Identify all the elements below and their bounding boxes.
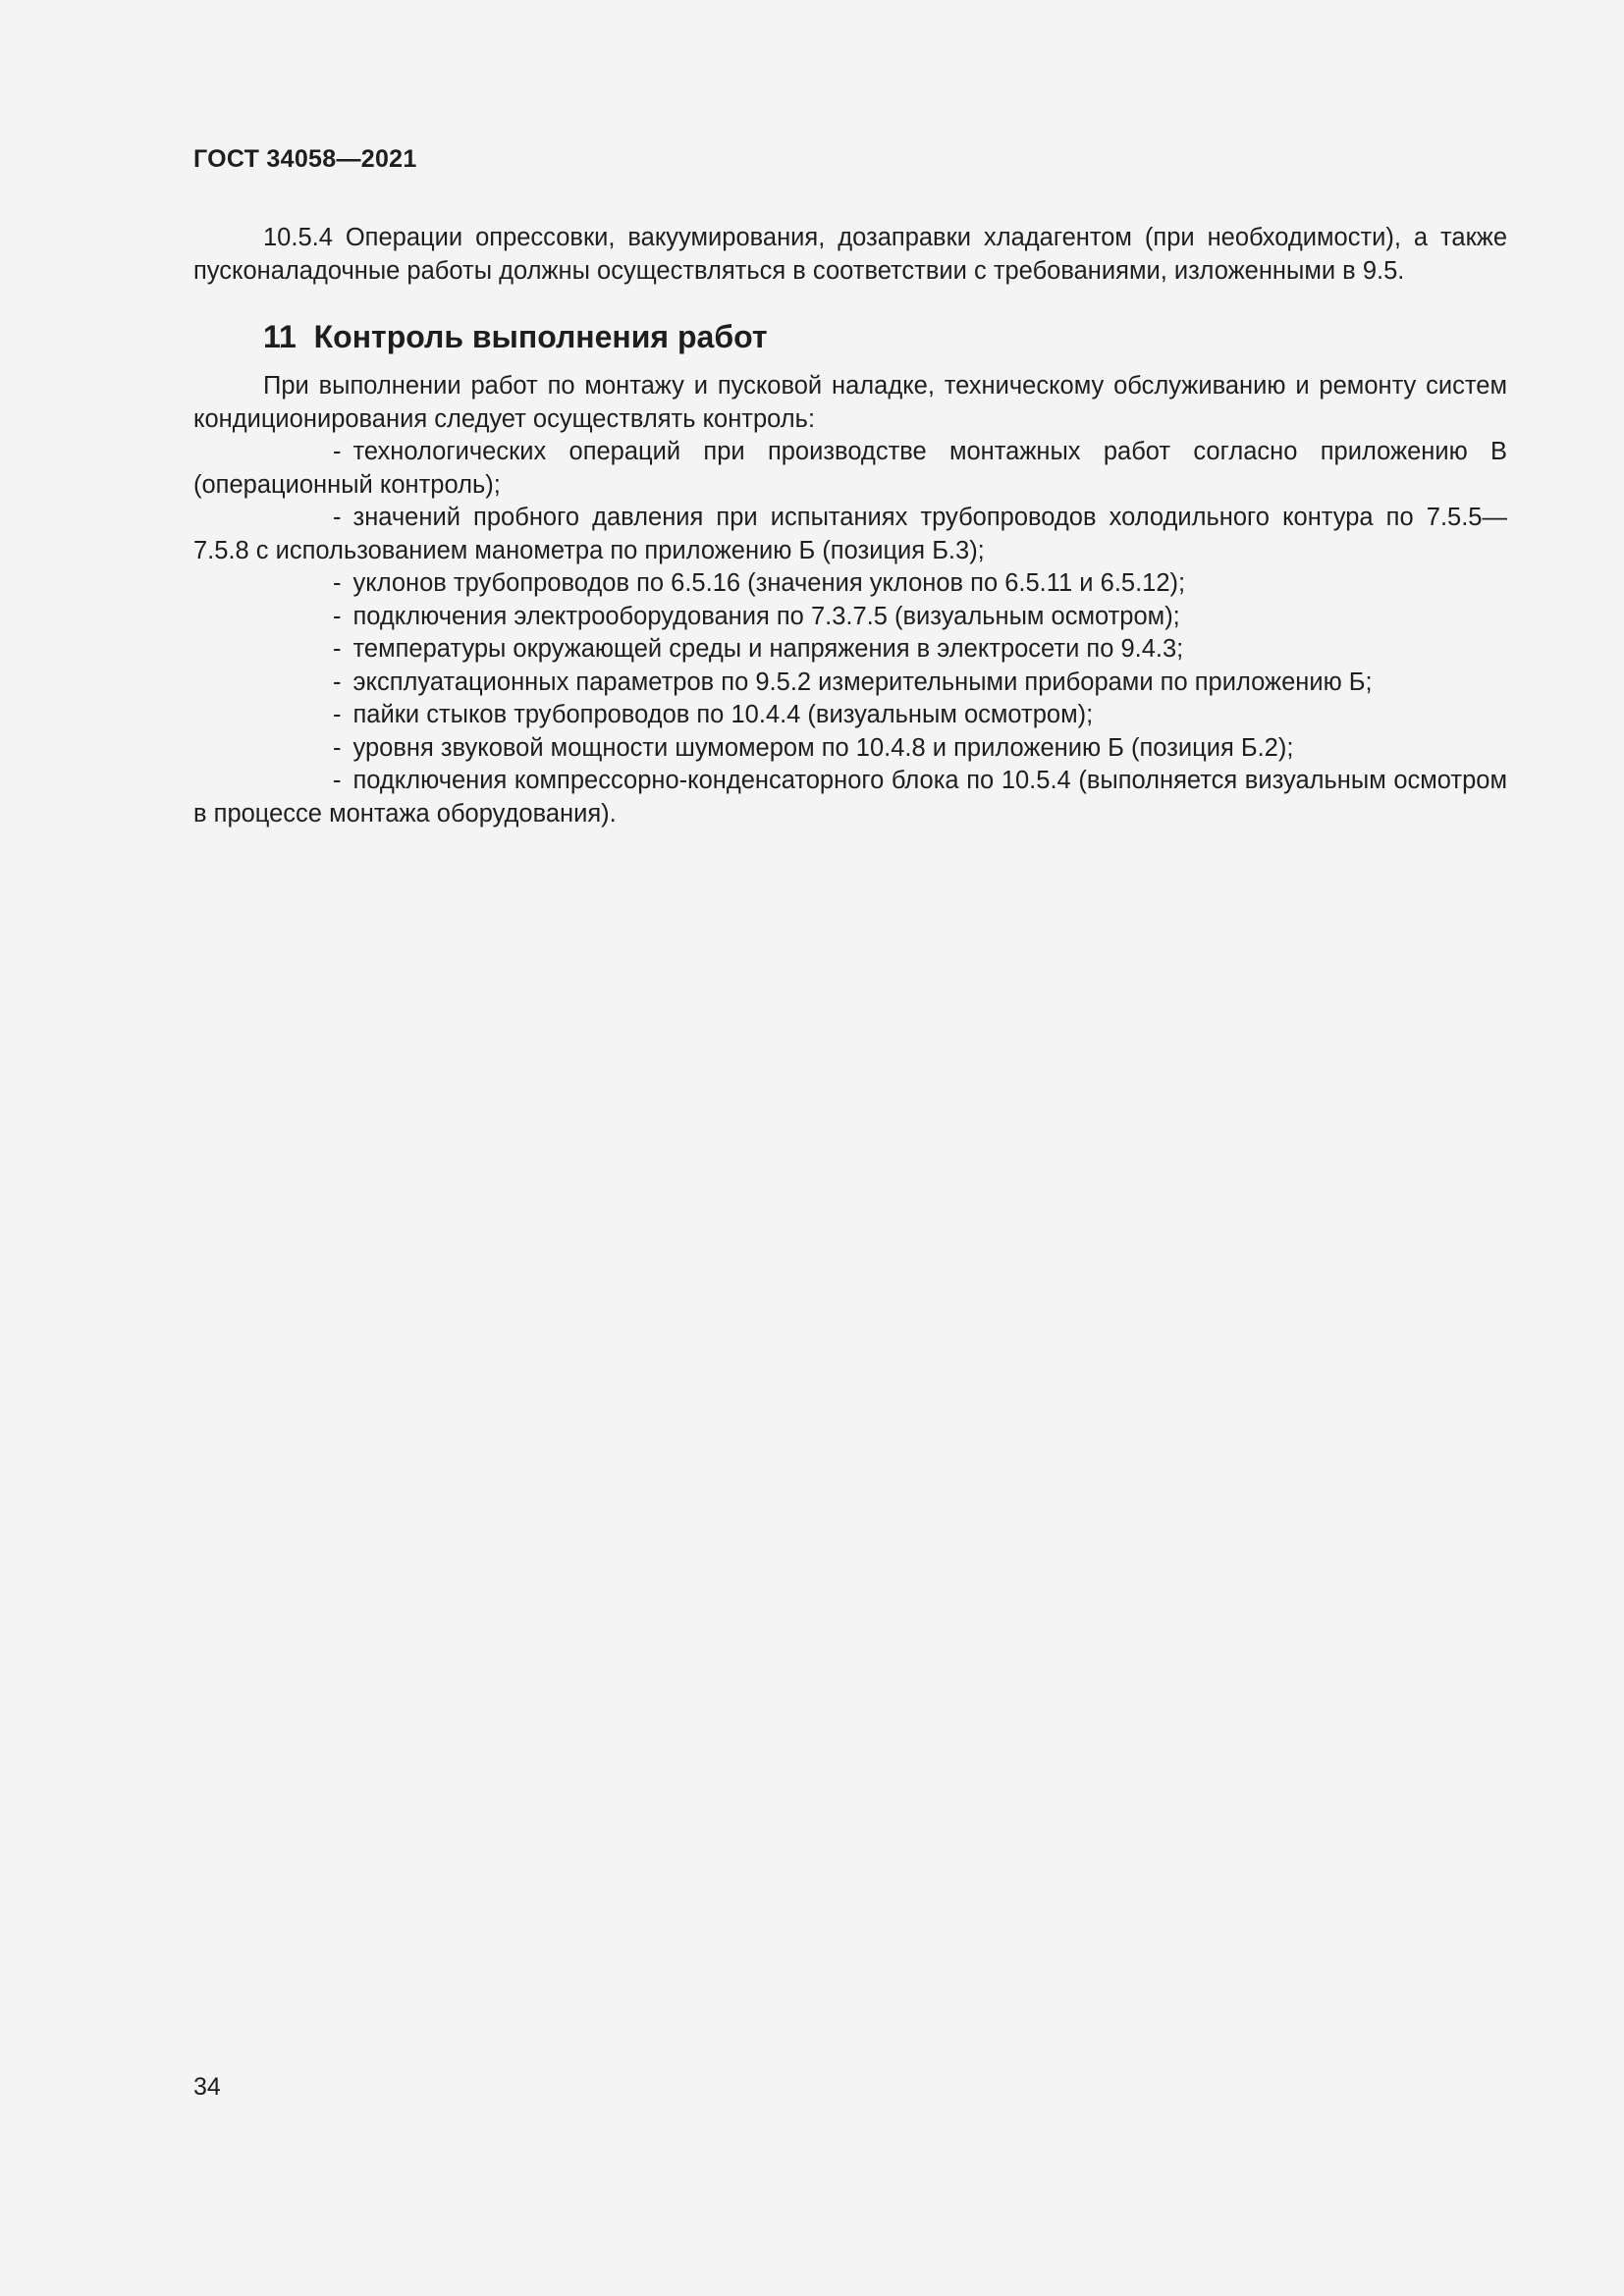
list-dash: - bbox=[333, 635, 342, 663]
list-dash: - bbox=[333, 438, 342, 465]
intro-paragraph: При выполнении работ по монтажу и пусковой наладке, техническому обслуживанию и ремонту систем кондиционирования следует осуществлять контроль: bbox=[193, 372, 1507, 433]
list-item bbox=[193, 765, 1507, 830]
section-number: 11 bbox=[263, 319, 297, 354]
list-item-text: эксплуатационных параметров по 9.5.2 измерительными приборами по приложению Б; bbox=[352, 667, 1373, 696]
list-item-text: пайки стыков трубопроводов по 10.4.4 (визуальным осмотром); bbox=[352, 701, 1094, 728]
list-item-text: температуры окружающей среды и напряжения в электросети по 9.4.3; bbox=[352, 635, 1184, 663]
list-dash: - bbox=[333, 569, 342, 597]
list-item bbox=[193, 667, 1507, 700]
list-dash: - bbox=[333, 701, 342, 728]
list-item bbox=[193, 567, 1507, 601]
page-content bbox=[193, 222, 1507, 830]
section-title: Контроль выполнения работ bbox=[313, 319, 768, 354]
list-item-text: технологических операций при производстве монтажных работ согласно приложению В (операционный контроль); bbox=[193, 438, 1507, 499]
document-code-header: ГОСТ 34058—2021 bbox=[193, 145, 417, 173]
list-item bbox=[193, 601, 1507, 634]
page-number: 34 bbox=[193, 2073, 221, 2101]
section-heading bbox=[193, 317, 1507, 356]
list-item-text: уровня звуковой мощности шумомером по 10.4.8 и приложению Б (позиция Б.2); bbox=[352, 733, 1294, 762]
list-item bbox=[193, 502, 1507, 567]
list-item bbox=[193, 732, 1507, 766]
control-items-list bbox=[193, 436, 1507, 830]
list-dash: - bbox=[333, 504, 342, 531]
list-dash: - bbox=[333, 733, 342, 762]
list-dash: - bbox=[333, 767, 342, 794]
list-item-text: уклонов трубопроводов по 6.5.16 (значения уклонов по 6.5.11 и 6.5.12); bbox=[352, 569, 1186, 597]
list-item-text: подключения электрооборудования по 7.3.7.5 (визуальным осмотром); bbox=[352, 602, 1180, 630]
list-item bbox=[193, 436, 1507, 502]
paragraph-10-5-4: 10.5.4 Операции опрессовки, вакуумирования, дозаправки хладагентом (при необходимости), а также пусконаладочные работы должны осуществляться в соответствии с требованиями, изложенными в 9.5. bbox=[193, 224, 1507, 285]
list-dash: - bbox=[333, 602, 342, 630]
list-item-text: значений пробного давления при испытаниях трубопроводов холодильного контура по 7.5.5—7.5.8 с использованием манометра по приложению Б (позиция Б.3); bbox=[193, 504, 1507, 564]
list-item bbox=[193, 633, 1507, 667]
list-dash: - bbox=[333, 667, 342, 696]
list-item bbox=[193, 699, 1507, 732]
list-item-text: подключения компрессорно-конденсаторного блока по 10.5.4 (выполняется визуальным осмотром в процессе монтажа оборудования). bbox=[193, 767, 1507, 828]
